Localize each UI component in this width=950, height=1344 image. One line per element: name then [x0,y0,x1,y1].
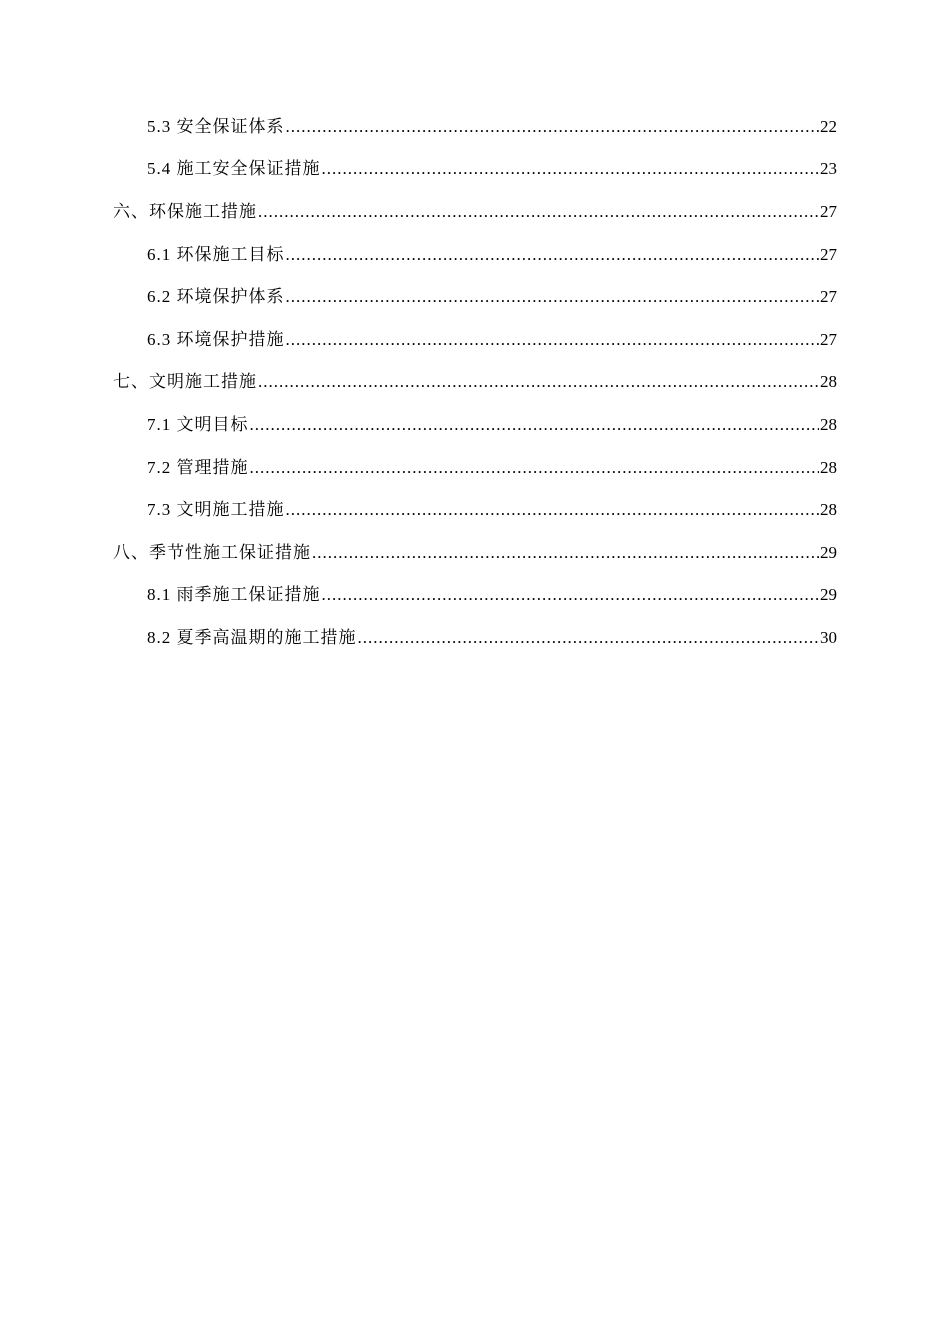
toc-entry[interactable] [147,148,837,190]
toc-entry[interactable] [147,106,837,148]
toc-entry-title: 6.2 环境保护体系 [147,287,285,306]
toc-entry[interactable] [147,404,837,446]
toc-dot-leader [322,574,820,616]
toc-entry-title: 7.3 文明施工措施 [147,500,285,519]
toc-entry-page: 28 [820,372,837,391]
toc-entry[interactable] [147,319,837,361]
toc-entry[interactable] [147,447,837,489]
toc-entry-title: 7.2 管理措施 [147,458,249,477]
toc-entry-page: 28 [820,500,837,519]
toc-entry-title: 8.2 夏季高温期的施工措施 [147,628,357,647]
toc-dot-leader [258,361,819,403]
toc-entry[interactable] [113,532,837,574]
toc-entry-title: 6.3 环境保护措施 [147,330,285,349]
toc-entry-title: 六、环保施工措施 [113,202,257,221]
toc-dot-leader [286,234,820,276]
toc-entry[interactable] [147,234,837,276]
toc-entry-page: 30 [820,628,837,647]
toc-dot-leader [322,148,820,190]
toc-entry-title: 八、季节性施工保证措施 [113,543,311,562]
toc-entry[interactable] [113,191,837,233]
toc-dot-leader [358,617,820,659]
toc-entry-title: 5.4 施工安全保证措施 [147,159,321,178]
toc-dot-leader [286,276,820,318]
toc-entry-page: 28 [820,415,837,434]
toc-entry-title: 七、文明施工措施 [113,372,257,391]
toc-dot-leader [312,532,819,574]
toc-dot-leader [286,319,820,361]
toc-entry-page: 27 [820,202,837,221]
toc-entry-page: 27 [820,330,837,349]
toc-entry[interactable] [147,489,837,531]
toc-entry-title: 6.1 环保施工目标 [147,245,285,264]
toc-entry-page: 29 [820,585,837,604]
toc-entry-title: 8.1 雨季施工保证措施 [147,585,321,604]
toc-entry[interactable] [147,574,837,616]
toc-entry-page: 23 [820,159,837,178]
toc-dot-leader [250,447,820,489]
toc-entry-title: 7.1 文明目标 [147,415,249,434]
toc-entry-page: 27 [820,287,837,306]
toc-entry-page: 29 [820,543,837,562]
toc-dot-leader [286,106,820,148]
toc-entry-title: 5.3 安全保证体系 [147,117,285,136]
toc-dot-leader [250,404,820,446]
toc-entry-page: 22 [820,117,837,136]
toc-entry-page: 27 [820,245,837,264]
toc-entry[interactable] [147,276,837,318]
toc-entry[interactable] [113,361,837,403]
toc-dot-leader [286,489,820,531]
toc-entry-page: 28 [820,458,837,477]
toc-dot-leader [258,191,819,233]
toc-entry[interactable] [147,617,837,659]
